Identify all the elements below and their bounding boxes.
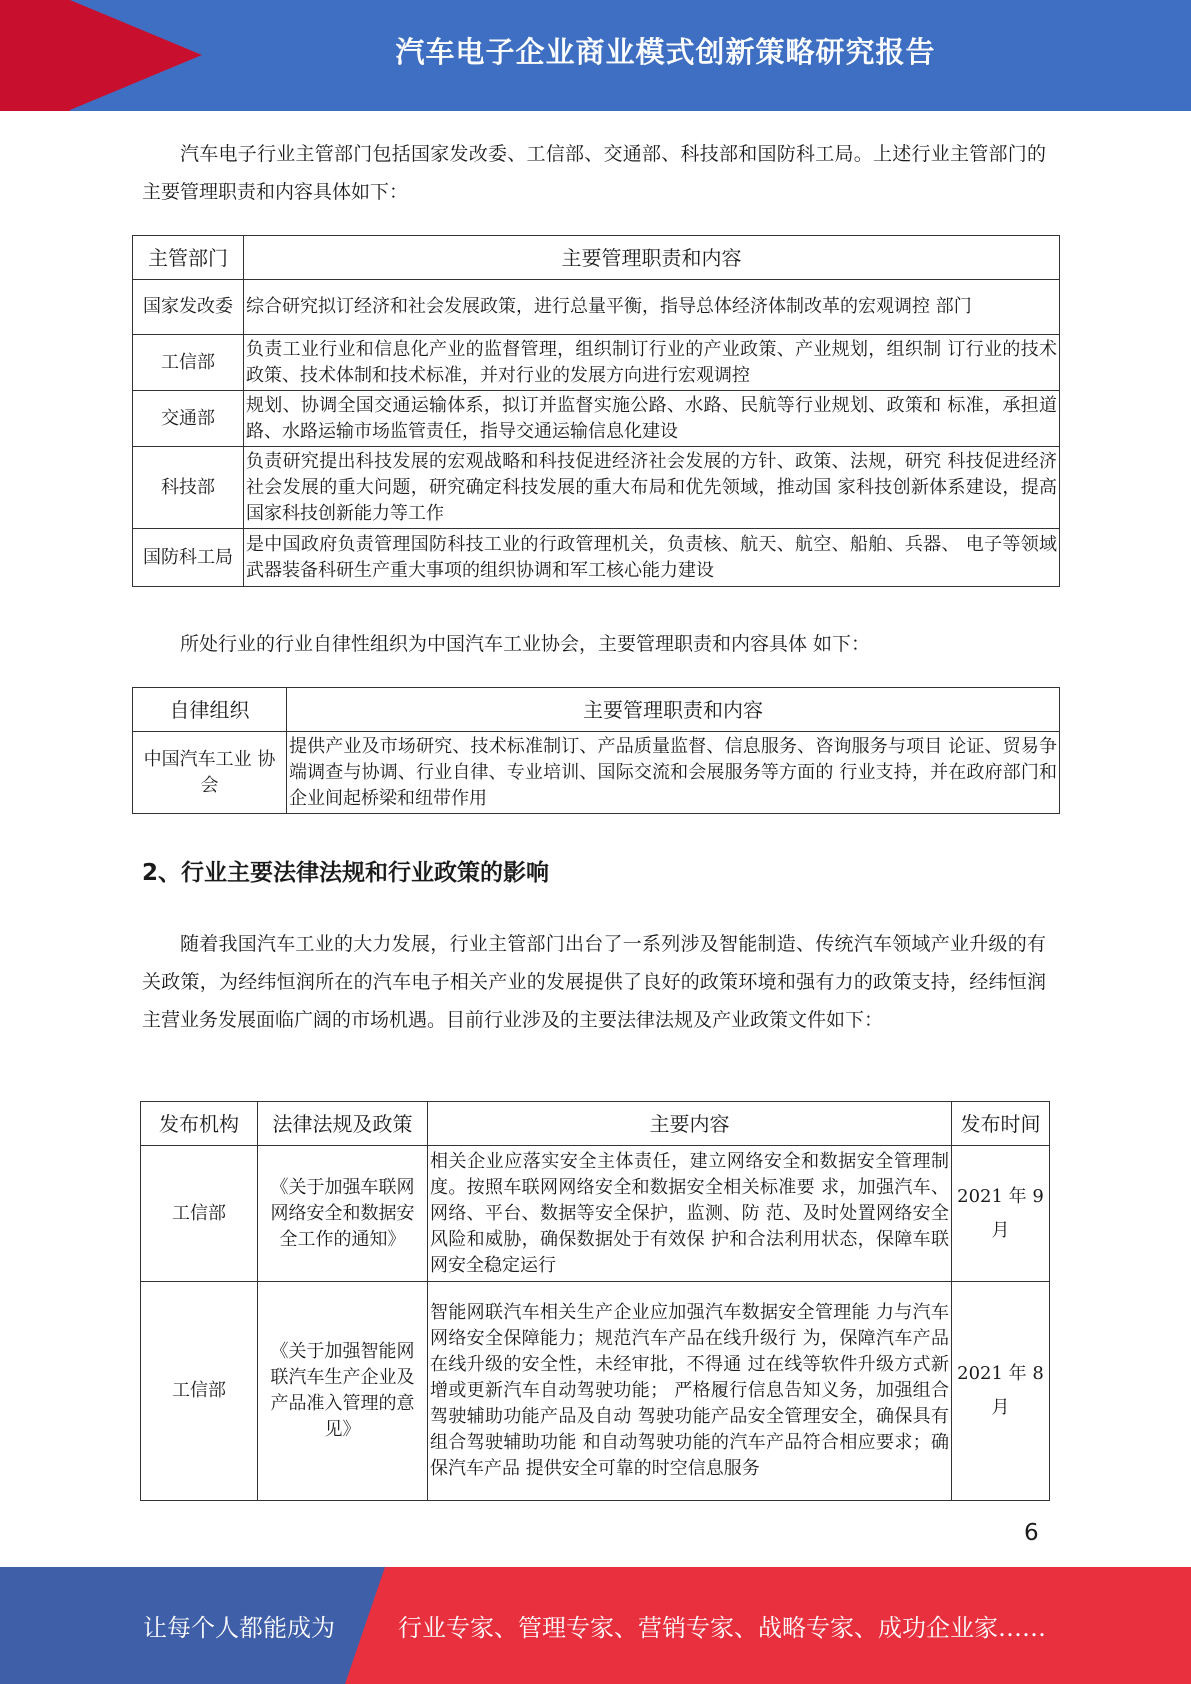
department-cell: 交通部	[133, 391, 244, 447]
table-row	[133, 732, 1060, 814]
column-header: 发布时间	[952, 1102, 1050, 1146]
table-row	[133, 447, 1060, 529]
issuer-cell: 工信部	[141, 1146, 258, 1282]
table-row	[141, 1282, 1050, 1501]
section2-heading-wrap	[142, 854, 1046, 887]
org-table-wrap	[132, 687, 1060, 814]
report-title: 汽车电子企业商业模式创新策略研究报告	[395, 34, 936, 69]
column-header: 发布机构	[141, 1102, 258, 1146]
policy-name-cell: 《关于加强智能网联汽车生产企业及产品准入管理的意见》	[258, 1282, 428, 1501]
policy-table-wrap	[140, 1101, 1050, 1501]
table-row	[141, 1146, 1050, 1282]
content-cell: 智能网联汽车相关生产企业应加强汽车数据安全管理能 力与汽车网络安全保障能力；规范汽车产品在线升级行 为，保障汽车产品在线升级的安全性，未经审批，不得通 过在线等软件升级方式新增或更新汽车自动驾驶功能； 严格履行信息告知义务，加强组合驾驶辅助功能产品及自动 驾驶功能产品安全管理安全，确保具有组合驾驶辅助功能 和自动驾驶功能的汽车产品符合相应要求；确保汽车产品 提供安全可靠的时空信息服务	[428, 1282, 952, 1501]
table-row	[133, 280, 1060, 335]
header-red-block	[0, 0, 70, 111]
section2-body	[142, 925, 1046, 1039]
duty-cell: 负责研究提出科技发展的宏观战略和科技促进经济社会发展的方针、政策、法规，研究 科技促进经济社会发展的重大问题，研究确定科技发展的重大布局和优先领域，推动国 家科技创新体系建设，提高国家科技创新能力等工作	[244, 447, 1060, 529]
authorities-table	[132, 235, 1060, 587]
issuer-cell: 工信部	[141, 1282, 258, 1501]
footer-slogan-right: 行业专家、管理专家、营销专家、战略专家、成功企业家……	[398, 1614, 1046, 1642]
policy-table	[140, 1101, 1050, 1501]
date-cell: 2021 年 9 月	[952, 1146, 1050, 1282]
footer-slogan-left: 让每个人都能成为	[143, 1614, 335, 1642]
department-cell: 国家发改委	[133, 280, 244, 335]
duty-cell: 综合研究拟订经济和社会发展政策，进行总量平衡，指导总体经济体制改革的宏观调控 部门	[244, 280, 1060, 335]
authorities-table-wrap	[132, 235, 1060, 587]
section-heading: 2、行业主要法律法规和行业政策的影响	[142, 860, 550, 886]
column-header: 主要管理职责和内容	[244, 236, 1060, 280]
intro-paragraph: 汽车电子行业主管部门包括国家发改委、工信部、交通部、科技部和国防科工局。上述行业主管部门的主要管理职责和内容具体如下：	[142, 143, 1046, 203]
column-header: 主要管理职责和内容	[287, 688, 1060, 732]
org-section	[142, 625, 1046, 663]
table-header-row	[133, 236, 1060, 280]
section2-paragraph: 随着我国汽车工业的大力发展，行业主管部门出台了一系列涉及智能制造、传统汽车领域产业升级的有关政策，为经纬恒润所在的汽车电子相关产业的发展提供了良好的政策环境和强有力的政策支持，经纬恒润主营业务发展面临广阔的市场机遇。目前行业涉及的主要法律法规及产业政策文件如下：	[142, 933, 1046, 1031]
intro-section	[142, 135, 1046, 211]
org-table	[132, 687, 1060, 814]
date-cell: 2021 年 8 月	[952, 1282, 1050, 1501]
org-paragraph: 所处行业的行业自律性组织为中国汽车工业协会，主要管理职责和内容具体 如下：	[180, 633, 871, 655]
table-row	[133, 529, 1060, 587]
organization-cell: 中国汽车工业 协会	[133, 732, 287, 814]
duty-cell: 是中国政府负责管理国防科技工业的行政管理机关，负责核、航天、航空、船舶、兵器、 电子等领域武器装备科研生产重大事项的组织协调和军工核心能力建设	[244, 529, 1060, 587]
table-header-row	[133, 688, 1060, 732]
table-header-row	[141, 1102, 1050, 1146]
department-cell: 工信部	[133, 335, 244, 391]
content-cell: 相关企业应落实安全主体责任，建立网络安全和数据安全管理制度。按照车联网网络安全和数据安全相关标准要 求，加强汽车、网络、平台、数据等安全保护，监测、防 范、及时处置网络安全风险和威胁，确保数据处于有效保 护和合法利用状态，保障车联网安全稳定运行	[428, 1146, 952, 1282]
policy-name-cell: 《关于加强车联网网络安全和数据安全工作的通知》	[258, 1146, 428, 1282]
column-header: 主管部门	[133, 236, 244, 280]
page-footer	[0, 1567, 1191, 1684]
page-number: 6	[1024, 1520, 1039, 1546]
duty-cell: 提供产业及市场研究、技术标准制订、产品质量监督、信息服务、咨询服务与项目 论证、贸易争端调查与协调、行业自律、专业培训、国际交流和会展服务等方面的 行业支持，并在政府部门和企业间起桥梁和纽带作用	[287, 732, 1060, 814]
column-header: 主要内容	[428, 1102, 952, 1146]
duty-cell: 规划、协调全国交通运输体系，拟订并监督实施公路、水路、民航等行业规划、政策和 标准，承担道路、水路运输市场监管责任，指导交通运输信息化建设	[244, 391, 1060, 447]
table-row	[133, 335, 1060, 391]
column-header: 法律法规及政策	[258, 1102, 428, 1146]
duty-cell: 负责工业行业和信息化产业的监督管理，组织制订行业的产业政策、产业规划，组织制 订行业的技术政策、技术体制和技术标准，并对行业的发展方向进行宏观调控	[244, 335, 1060, 391]
department-cell: 科技部	[133, 447, 244, 529]
column-header: 自律组织	[133, 688, 287, 732]
table-row	[133, 391, 1060, 447]
department-cell: 国防科工局	[133, 529, 244, 587]
page-header	[0, 0, 1191, 111]
